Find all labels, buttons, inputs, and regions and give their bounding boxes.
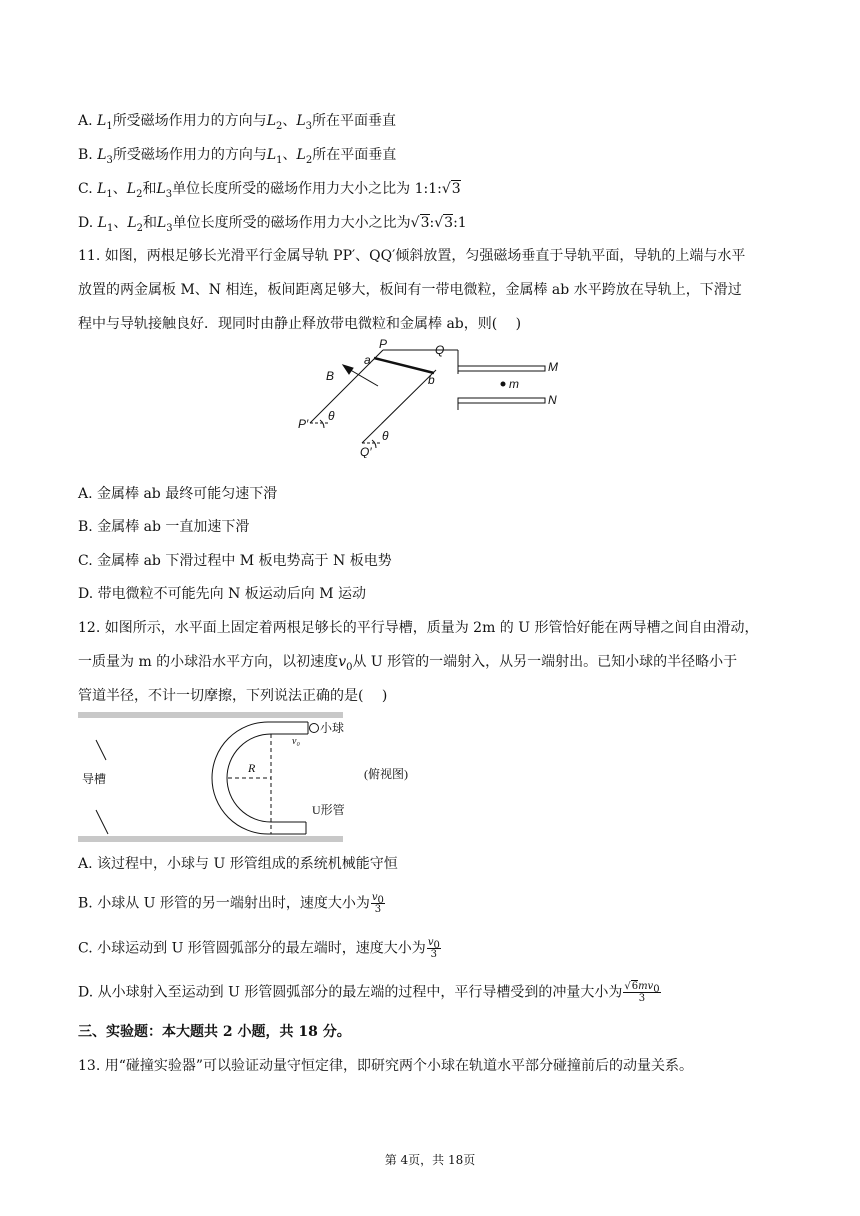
- q11-stem-line-3: 程中与导轨接触良好．现同时由静止释放带电微粒和金属棒 ab，则( ): [78, 316, 522, 332]
- label-q-prime: Q′: [360, 445, 372, 458]
- q11-stem-line-2: 放置的两金属板 M、N 相连，板间距离足够大，板间有一带电微粒，金属棒 ab 水平跨放在导轨上，下滑过: [78, 282, 742, 298]
- label-r: R: [248, 761, 256, 775]
- label-p-prime: P′: [298, 417, 309, 431]
- label-u-tube: U形管: [312, 803, 345, 817]
- q12-option-c: C. 小球运动到 U 形管圆弧部分的最左端时，速度大小为 $\frac{v_0}{3}$: [78, 937, 440, 960]
- label-b: b: [428, 373, 435, 387]
- label-m-plate: M: [548, 360, 558, 374]
- label-guide: 导槽: [82, 772, 107, 786]
- q10-option-d: D. $L_1$、$L_2$和$L_3$单位长度所受的磁场作用力大小之比为√3:√3:1: [78, 215, 467, 234]
- q11-stem-line-1: 11. 如图，两根足够长光滑平行金属导轨 PP′、QQ′倾斜放置，匀强磁场垂直于导轨平面，导轨的上端与水平: [78, 248, 746, 264]
- label-theta-2: θ: [382, 429, 389, 443]
- q10-option-c: C. $L_1$、$L_2$和$L_3$单位长度所受的磁场作用力大小之比为 1:1:√3: [78, 181, 461, 200]
- label-v0: v₀: [292, 736, 300, 747]
- q12-option-b: B. 小球从 U 形管的另一端射出时，速度大小为 $\frac{v_0}{3}$: [78, 892, 384, 915]
- label-a: a: [364, 353, 371, 367]
- q11-figure: [290, 338, 590, 458]
- q10-option-b: B. $L_3$所受磁场作用力的方向与$L_1$、$L_2$所在平面垂直: [78, 147, 397, 166]
- label-ball: 小球: [320, 721, 345, 735]
- q12-option-d: D. 从小球射入至运动到 U 形管圆弧部分的最左端的过程中，平行导槽受到的冲量大小为 $\frac{√6mv_0}{3}$: [78, 981, 660, 1004]
- label-m-particle: m: [509, 377, 519, 391]
- q12-figure: [78, 710, 428, 845]
- label-top-view: (俯视图): [364, 767, 408, 781]
- q12-stem-line-1: 12. 如图所示，水平面上固定着两根足够长的平行导槽，质量为 2m 的 U 形管恰好能在两导槽之间自由滑动，: [78, 620, 759, 636]
- q11-option-b: B. 金属棒 ab 一直加速下滑: [78, 519, 250, 535]
- label-n-plate: N: [548, 393, 557, 407]
- q13-stem: 13. 用“碰撞实验器”可以验证动量守恒定律，即研究两个小球在轨道水平部分碰撞前后的动量关系。: [78, 1058, 694, 1074]
- q11-option-c: C. 金属棒 ab 下滑过程中 M 板电势高于 N 板电势: [78, 553, 392, 569]
- section-3-heading: 三、实验题：本大题共 2 小题，共 18 分。: [78, 1024, 351, 1040]
- label-q: Q: [435, 343, 445, 357]
- page-footer: 第 4页，共 18页: [384, 1153, 476, 1167]
- q12-stem-line-3: 管道半径，不计一切摩擦，下列说法正确的是( ): [78, 688, 388, 704]
- q11-option-d: D. 带电微粒不可能先向 N 板运动后向 M 运动: [78, 586, 367, 602]
- q12-stem-line-2: 一质量为 m 的小球沿水平方向，以初速度$v_0$从 U 形管的一端射入，从另一端射出。已知小球的半径略小于: [78, 654, 738, 673]
- label-theta-1: θ: [328, 409, 335, 423]
- label-b-field: B: [326, 369, 335, 383]
- q12-option-a: A. 该过程中，小球与 U 形管组成的系统机械能守恒: [78, 856, 398, 872]
- label-p: P: [379, 338, 388, 351]
- q10-option-a: A. $L_1$所受磁场作用力的方向与$L_2$、$L_3$所在平面垂直: [78, 113, 397, 132]
- q11-option-a: A. 金属棒 ab 最终可能匀速下滑: [78, 486, 278, 502]
